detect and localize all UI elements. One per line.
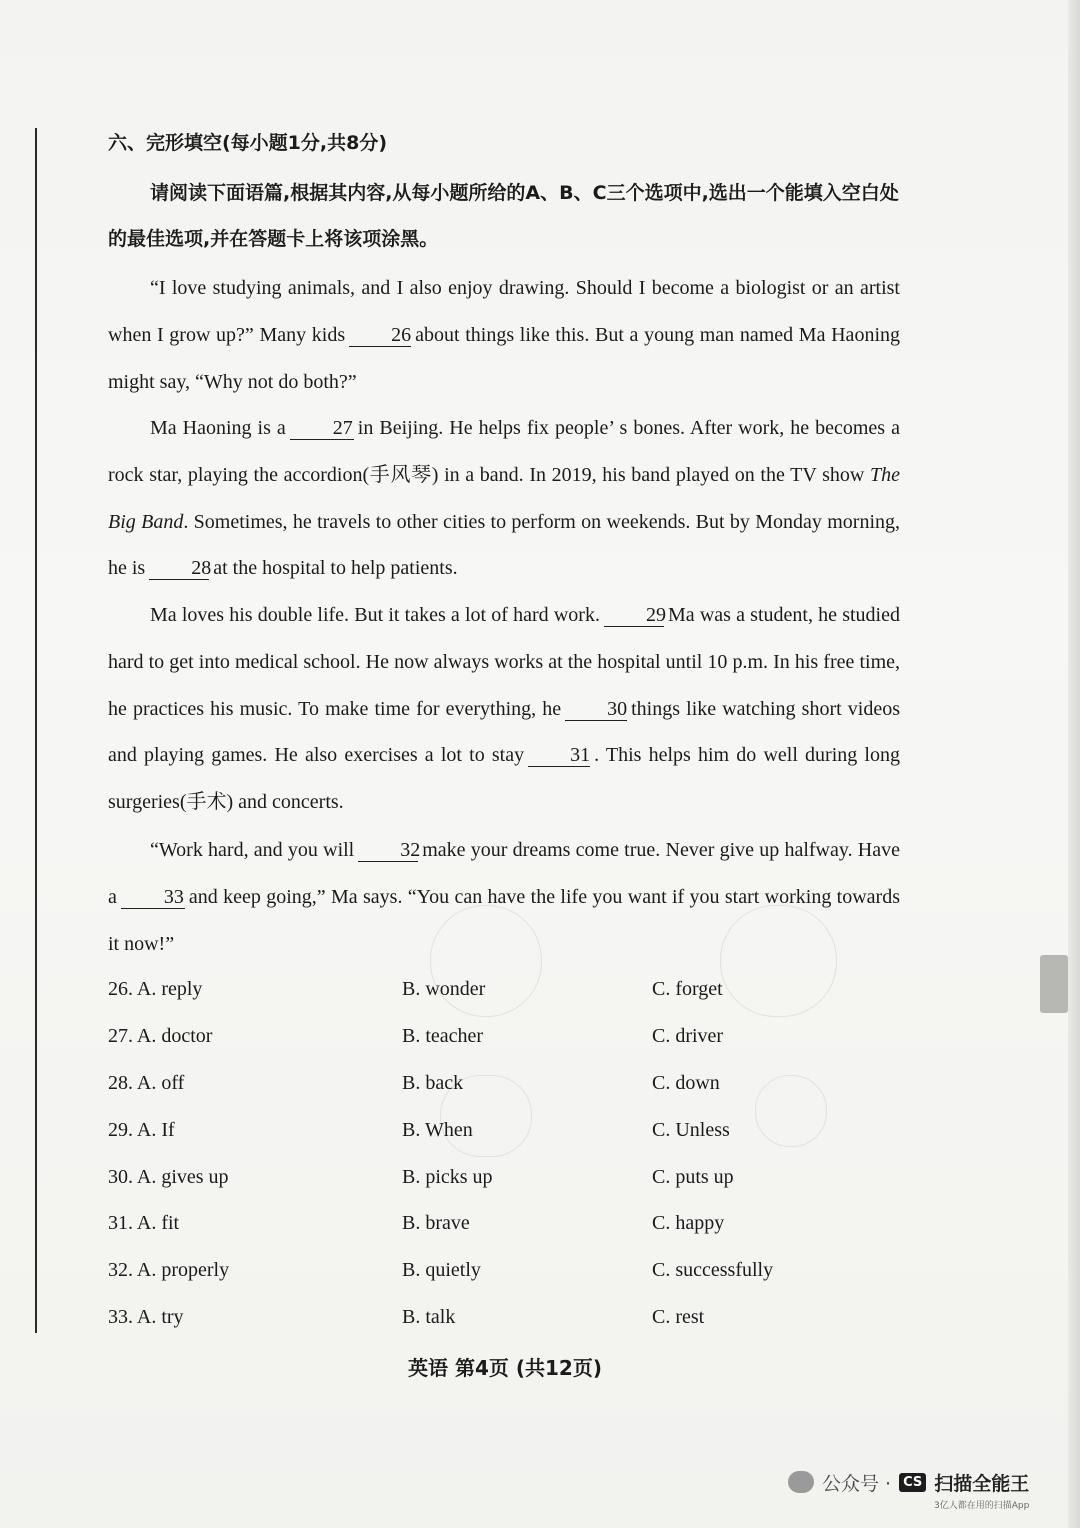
option-c: C. down	[652, 1072, 720, 1094]
passage-text: “I love studying animals, and I also enjoy drawing. Should I become a biologist or an artist when I grow up?” Many kids	[108, 277, 900, 346]
passage-paragraph-2	[108, 405, 900, 592]
page-footer: 英语 第4页 (共12页)	[408, 1356, 602, 1380]
passage-text: . This helps him do well during long surgeries(手术) and concerts.	[108, 744, 900, 814]
passage-text: and keep going,” Ma says. “You can have the life you want if you start working towards it now!”	[108, 885, 900, 955]
watermark-brand: 扫描全能王	[934, 1472, 1030, 1495]
passage-text: Ma was a student, he studied hard to get into medical school. He now always works at the hospital until 10 p.m. In his free time, he practices his music. To make time for everything, he	[108, 604, 900, 720]
option-a: 26. A. reply	[108, 978, 203, 1000]
blank-30: 30	[565, 698, 627, 721]
option-c: C. Unless	[652, 1119, 730, 1141]
option-b: B. wonder	[402, 978, 486, 1000]
question-row	[108, 1119, 908, 1149]
option-c: C. rest	[652, 1306, 705, 1328]
option-a: 28. A. off	[108, 1072, 185, 1094]
option-b: B. teacher	[402, 1025, 484, 1047]
passage-text: about things like this. But a young man named Ma Haoning might say, “Why not do both?”	[108, 323, 900, 393]
watermark-subtitle: 3亿人都在用的扫描App	[934, 1501, 1030, 1511]
passage-paragraph-3	[108, 592, 900, 826]
question-row	[108, 1259, 908, 1289]
passage-text: make your dreams come true. Never give up halfway. Have a	[108, 839, 901, 908]
instructions: 请阅读下面语篇,根据其内容,从每小题所给的A、B、C三个选项中,选出一个能填入空白处的最佳选项,并在答题卡上将该项涂黑。	[108, 182, 899, 250]
option-a: 31. A. fit	[108, 1212, 180, 1234]
option-b: B. back	[402, 1072, 464, 1094]
blank-31: 31	[528, 744, 590, 767]
option-c: C. successfully	[652, 1259, 774, 1281]
option-b: B. quietly	[402, 1259, 481, 1281]
option-b: B. talk	[402, 1306, 456, 1328]
option-a: 27. A. doctor	[108, 1025, 213, 1047]
question-row	[108, 1072, 908, 1102]
question-row	[108, 1025, 908, 1055]
blank-32: 32	[358, 839, 418, 862]
option-c: C. forget	[652, 978, 723, 1000]
page-edge-tab	[1040, 955, 1068, 1013]
passage-text: “Work hard, and you will	[150, 839, 355, 861]
option-a: 30. A. gives up	[108, 1166, 229, 1188]
passage-text: at the hospital to help patients.	[213, 557, 458, 580]
question-row	[108, 978, 908, 1008]
watermark-label: 公众号 ·	[822, 1472, 892, 1495]
question-row	[108, 1306, 908, 1336]
option-b: B. brave	[402, 1212, 470, 1234]
passage-paragraph-4	[108, 827, 900, 967]
page-edge-shadow	[1068, 0, 1080, 1528]
option-c: C. driver	[652, 1025, 724, 1047]
question-row	[108, 1212, 908, 1242]
option-a: 32. A. properly	[108, 1259, 230, 1281]
blank-33: 33	[121, 886, 185, 909]
blank-29: 29	[604, 604, 664, 627]
passage-text: . Sometimes, he travels to other cities to perform on weekends. But by Monday morning, he is	[108, 510, 900, 580]
option-a: 29. A. If	[108, 1119, 175, 1141]
tv-show-title: The Big Band	[108, 463, 900, 533]
option-b: B. When	[402, 1119, 473, 1141]
question-row	[108, 1166, 908, 1196]
blank-27: 27	[290, 417, 354, 440]
passage-text: Ma Haoning is a	[150, 417, 286, 439]
option-a: 33. A. try	[108, 1306, 184, 1328]
scanner-watermark	[788, 1462, 1029, 1502]
blank-28: 28	[149, 557, 209, 580]
passage-text: things like watching short videos and playing games. He also exercises a lot to stay	[108, 697, 900, 767]
option-c: C. happy	[652, 1212, 725, 1234]
passage-paragraph-1	[108, 265, 900, 405]
option-b: B. picks up	[402, 1166, 493, 1188]
wechat-icon	[788, 1471, 814, 1493]
passage-text: Ma loves his double life. But it takes a lot of hard work.	[150, 604, 600, 626]
option-c: C. puts up	[652, 1166, 734, 1188]
camscanner-logo-icon: CS	[899, 1473, 926, 1492]
blank-26: 26	[349, 324, 411, 347]
section-title: 六、完形填空(每小题1分,共8分)	[108, 132, 388, 154]
passage-text: in Beijing. He helps fix people’ s bones. After work, he becomes a rock star, playing the accordion(手风琴) in a band. In 2019, his band played on the TV show	[108, 417, 900, 486]
binding-margin-line	[35, 128, 37, 1333]
